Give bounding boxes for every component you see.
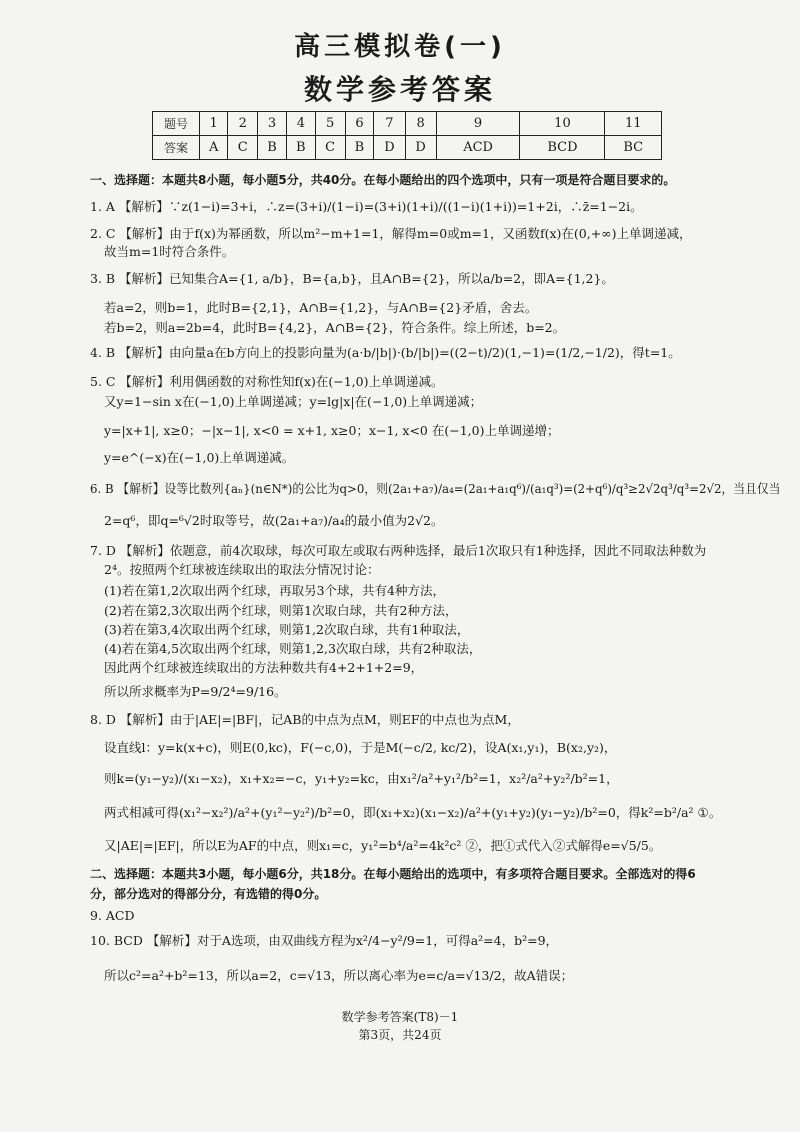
row-header: 答案 [153, 136, 200, 160]
section-heading: 分，部分选对的得部分分，有选错的得0分。 [90, 887, 327, 901]
solution-line: (1)若在第1,2次取出两个红球，再取另3个球，共有4种方法， [104, 583, 445, 598]
row-header: 题号 [153, 112, 200, 136]
footer-page-number: 第3页，共24页 [358, 1028, 442, 1042]
table-cell: BCD [520, 136, 605, 160]
table-cell: BC [605, 136, 662, 160]
table-cell: 8 [405, 112, 436, 136]
solution-line: 2⁴。按照两个红球被连续取出的取法分情况讨论： [104, 562, 380, 577]
table-cell: 11 [605, 112, 662, 136]
footer-code: 数学参考答案(T8)－1 [341, 1010, 459, 1024]
solution-line: 两式相减可得(x₁²−x₂²)/a²+(y₁²−y₂²)/b²=0，即(x₁+x₂)(x₁−x₂)/a²+(y₁+y₂)(y₁−y₂)/b²=0，得k²=b²/a² ①。 [104, 805, 722, 820]
table-cell: 7 [374, 112, 405, 136]
table-cell: 9 [436, 112, 520, 136]
solution-line: 8. D 【解析】由于|AE|=|BF|，记AB的中点为点M，则EF的中点也为点M， [90, 712, 520, 727]
solution-line: 则k=(y₁−y₂)/(x₁−x₂)，x₁+x₂=−c，y₁+y₂=kc，由x₁²/a²+y₁²/b²=1，x₂²/a²+y₂²/b²=1， [104, 771, 619, 786]
table-cell: 3 [258, 112, 287, 136]
answer-table-row-answers [153, 136, 662, 160]
solution-line: 若a=2，则b=1，此时B={2,1}，A∩B={1,2}，与A∩B={2}矛盾，舍去。 [104, 300, 538, 315]
table-cell: 2 [228, 112, 258, 136]
solution-line: y=|x+1|, x≥0；−|x−1|, x<0 = x+1, x≥0；x−1, x<0 在(−1,0)上单调递增； [104, 423, 560, 438]
solution-line: 5. C 【解析】利用偶函数的对称性知f(x)在(−1,0)上单调递减。 [90, 374, 444, 389]
solution-line: 4. B 【解析】由向量a在b方向上的投影向量为(a·b/|b|)·(b/|b|)=((2−t)/2)(1,−1)=(1/2,−1/2)，得t=1。 [90, 345, 681, 360]
solution-line: 1. A 【解析】∵z(1−i)=3+i，∴z=(3+i)/(1−i)=(3+i)(1+i)/((1−i)(1+i))=1+2i，∴z̄=1−2i。 [90, 199, 643, 214]
solution-line: 2=q⁶，即q=⁶√2时取等号，故(2a₁+a₇)/a₄的最小值为2√2。 [104, 513, 444, 528]
solution-line: 又y=1−sin x在(−1,0)上单调递减；y=lg|x|在(−1,0)上单调递减； [104, 394, 483, 409]
answer-table-row-numbers [153, 112, 662, 136]
table-cell: B [258, 136, 287, 160]
solution-line: 9. ACD [90, 908, 135, 923]
solution-line: 故当m=1时符合条件。 [104, 244, 235, 259]
table-cell: A [200, 136, 228, 160]
section-heading: 二、选择题：本题共3小题，每小题6分，共18分。在每小题给出的选项中，有多项符合题目要求。全部选对的得6 [90, 867, 696, 881]
section-heading: 一、选择题：本题共8小题，每小题5分，共40分。在每小题给出的四个选项中，只有一项是符合题目要求的。 [90, 173, 676, 187]
table-cell: 5 [315, 112, 345, 136]
solution-line: 若b=2，则a=2b=4，此时B={4,2}，A∩B={2}，符合条件。综上所述，b=2。 [104, 320, 566, 335]
table-cell: D [374, 136, 405, 160]
solution-line: (4)若在第4,5次取出两个红球，则第1,2,3次取白球，共有2种取法， [104, 641, 482, 656]
solution-line: 2. C 【解析】由于f(x)为幂函数，所以m²−m+1=1，解得m=0或m=1，又函数f(x)在(0,+∞)上单调递减， [90, 226, 692, 241]
table-cell: D [405, 136, 436, 160]
solution-line: (3)若在第3,4次取出两个红球，则第1,2次取白球，共有1种取法， [104, 622, 470, 637]
solution-line: 10. BCD 【解析】对于A选项，由双曲线方程为x²/4−y²/9=1，可得a²=4，b²=9， [90, 933, 559, 948]
solution-line: 所以所求概率为P=9/2⁴=9/16。 [104, 684, 287, 699]
solution-line: 所以c²=a²+b²=13，所以a=2，c=√13，所以离心率为e=c/a=√13/2，故A错误； [104, 968, 574, 983]
page-subtitle: 数学参考答案 [303, 73, 496, 106]
solution-line: 因此两个红球被连续取出的方法种数共有4+2+1+2=9， [104, 660, 424, 675]
table-cell: B [286, 136, 315, 160]
table-cell: B [345, 136, 374, 160]
answer-table [152, 111, 662, 160]
table-cell: ACD [436, 136, 520, 160]
page-title: 高三模拟卷(一) [294, 32, 506, 62]
table-cell: 4 [286, 112, 315, 136]
solution-line: (2)若在第2,3次取出两个红球，则第1次取白球，共有2种方法， [104, 603, 458, 618]
solution-line: 6. B 【解析】设等比数列{aₙ}(n∈N*)的公比为q>0，则(2a₁+a₇)/a₄=(2a₁+a₁q⁶)/(a₁q³)=(2+q⁶)/q³≥2√2q³/q³=2√2，当且仅当 [90, 481, 781, 496]
solution-line: 设直线l：y=k(x+c)，则E(0,kc)，F(−c,0)，于是M(−c/2, kc/2)，设A(x₁,y₁)，B(x₂,y₂)， [104, 740, 617, 755]
solution-line: y=e^(−x)在(−1,0)上单调递减。 [104, 450, 295, 465]
solution-line: 7. D 【解析】依题意，前4次取球，每次可取左或取右两种选择，最后1次取只有1种选择，因此不同取法种数为 [90, 543, 707, 558]
table-cell: 6 [345, 112, 374, 136]
table-cell: 10 [520, 112, 605, 136]
table-cell: C [228, 136, 258, 160]
table-cell: C [315, 136, 345, 160]
table-cell: 1 [200, 112, 228, 136]
solution-line: 3. B 【解析】已知集合A={1, a/b}，B={a,b}，且A∩B={2}，所以a/b=2，即A={1,2}。 [90, 271, 614, 286]
solution-line: 又|AE|=|EF|，所以E为AF的中点，则x₁=c，y₁²=b⁴/a²=4k²c² ②，把①式代入②式解得e=√5/5。 [104, 838, 662, 853]
